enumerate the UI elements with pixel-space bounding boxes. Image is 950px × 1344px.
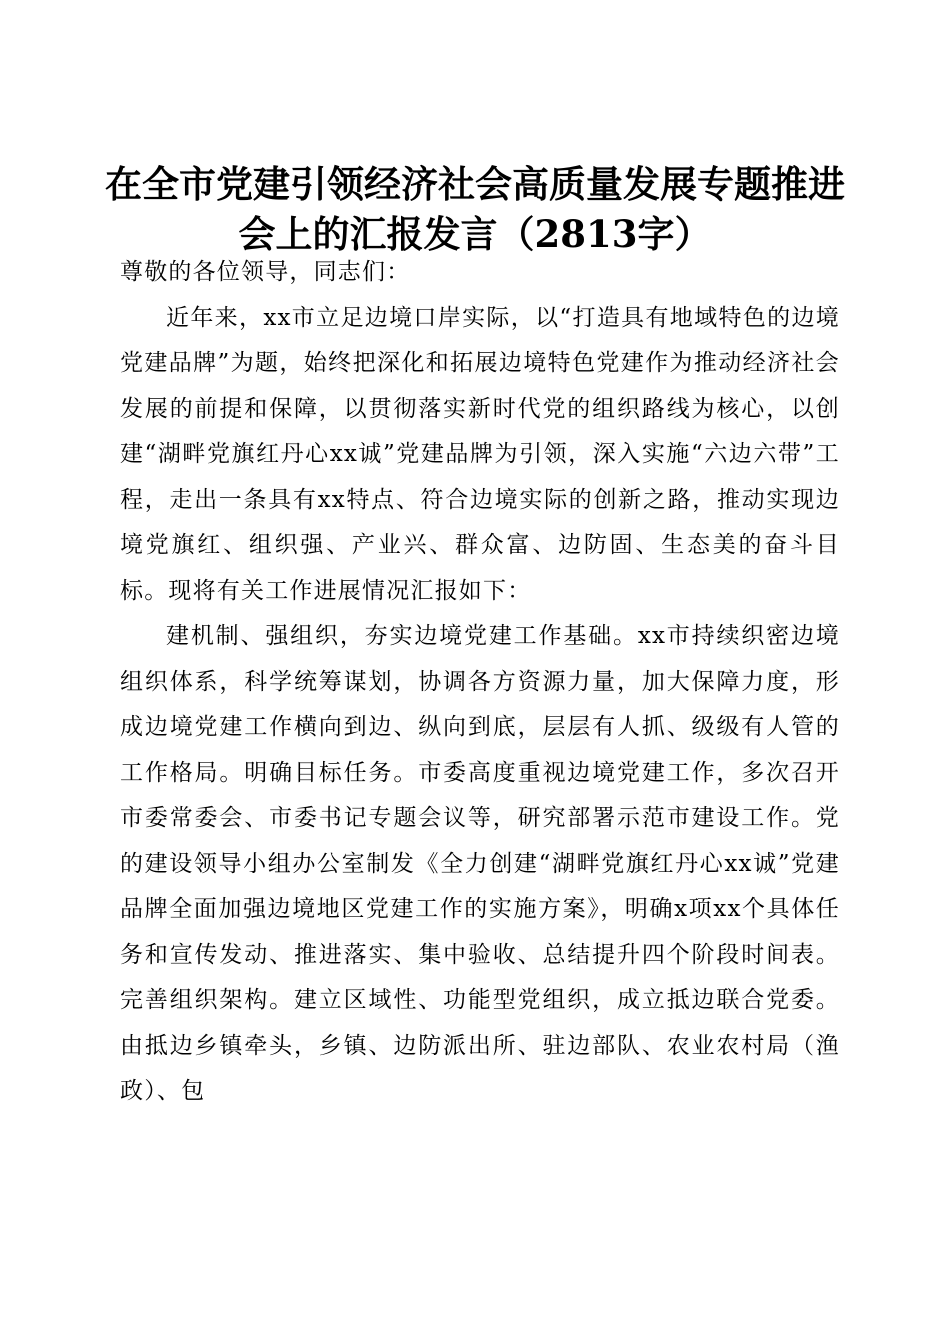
document-title — [90, 159, 860, 259]
title-line-2: 会上的汇报发言（2813字） — [238, 211, 712, 256]
paragraph-mechanism: 建机制、强组织，夯实边境党建工作基础。xx市持续织密边境组织体系，科学统筹谋划，协调各方资源力量，加大保障力度，形成边境党建工作横向到边、纵向到底，层层有人抓、级级有人管的工作格局。明确目标任务。市委高度重视边境党建工作，多次召开市委常委会、市委书记专题会议等，研究部署示范市建设工作。党的建设领导小组办公室制发《全力创建“湖畔党旗红丹心xx诚”党建品牌全面加强边境地区党建工作的实施方案》，明确x项xx个具体任务和宣传发动、推进落实、集中验收、总结提升四个阶段时间表。完善组织架构。建立区域性、功能型党组织，成立抵边联合党委。由抵边乡镇牵头，乡镇、边防派出所、驻边部队、农业农村局（渔政）、包 — [120, 623, 840, 1104]
greeting: 尊敬的各位领导，同志们： — [120, 259, 411, 285]
document-body — [120, 250, 840, 1115]
paragraph-intro: 近年来，xx市立足边境口岸实际，以“打造具有地域特色的边境党建品牌”为题，始终把深化和拓展边境特色党建作为推动经济社会发展的前提和保障，以贯彻落实新时代党的组织路线为核心，以创建“湖畔党旗红丹心xx诚”党建品牌为引领，深入实施“六边六带”工程，走出一条具有xx特点、符合边境实际的创新之路，推动实现边境党旗红、组织强、产业兴、群众富、边防固、生态美的奋斗目标。现将有关工作进展情况汇报如下： — [120, 304, 840, 604]
title-line-1: 在全市党建引领经济社会高质量发展专题推进 — [105, 161, 845, 206]
